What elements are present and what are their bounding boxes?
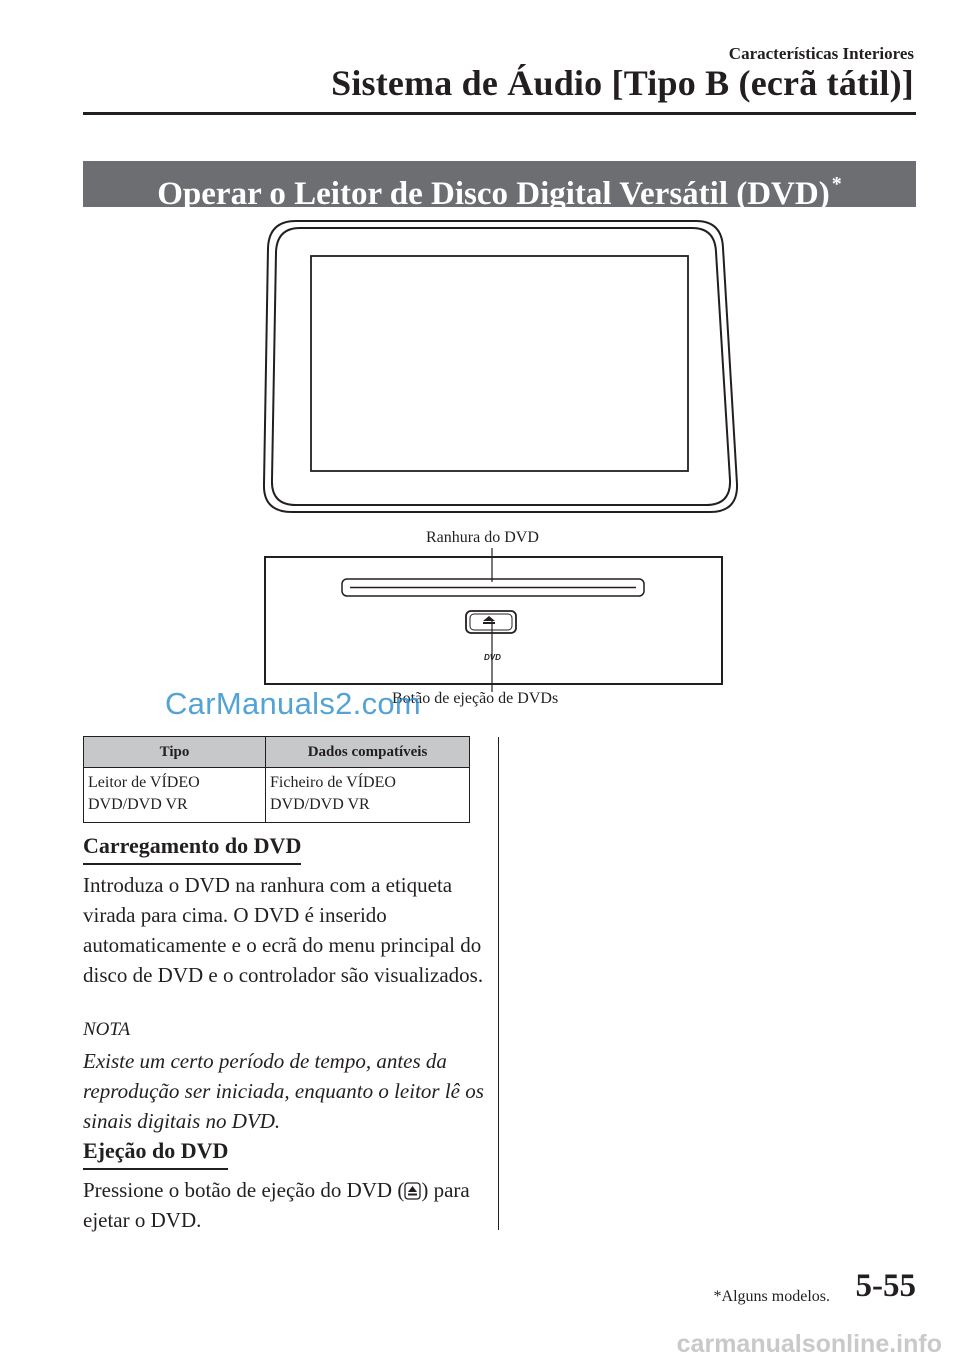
note-label: NOTA	[83, 1019, 131, 1040]
paragraph-eject	[83, 1175, 488, 1235]
compatibility-table	[83, 736, 470, 823]
table-cell-compatible-data: Ficheiro de VÍDEO DVD/DVD VR	[266, 768, 470, 823]
label-dvd-slot: Ranhura do DVD	[426, 529, 539, 546]
table-row	[84, 768, 470, 823]
table-header-row	[84, 737, 470, 768]
header-category: Características Interiores	[728, 44, 914, 63]
subheading-eject: Ejeção do DVD	[83, 1138, 228, 1170]
watermark-logo[interactable]: CarManuals2.com	[165, 686, 422, 721]
page-number: 5-55	[855, 1268, 916, 1304]
paragraph-loading: Introduza o DVD na ranhura com a etiqueta virada para cima. O DVD é inserido automaticamente e o ecrã do menu principal do disco de DVD e o controlador são visualizados.	[83, 873, 484, 987]
section-title-mark: *	[831, 173, 842, 195]
table-cell-type: Leitor de VÍDEO DVD/DVD VR	[84, 768, 266, 823]
dvd-player-panel	[265, 548, 722, 692]
note-text: Existe um certo período de tempo, antes da reprodução ser iniciada, enquanto o leitor lê os sinais digitais no DVD.	[83, 1049, 484, 1133]
eject-icon	[483, 616, 495, 621]
eject-icon	[404, 1182, 421, 1200]
touchscreen-display	[264, 221, 737, 512]
label-eject-button: Botão de ejeção de DVDs	[392, 690, 559, 707]
eject-text-after: ) para ejetar o DVD.	[83, 1178, 470, 1232]
eject-text-before: Pressione o botão de ejeção do DVD (	[83, 1178, 405, 1202]
header-title: Sistema de Áudio [Tipo B (ecrã tátil)]	[331, 63, 914, 103]
column-divider	[498, 737, 499, 1230]
section-title: Operar o Leitor de Disco Digital Versátil (DVD)	[157, 176, 830, 212]
dvd-logo: DVD	[484, 653, 501, 662]
subheading-loading: Carregamento do DVD	[83, 833, 301, 865]
table-header-compatible-data: Dados compatíveis	[266, 737, 470, 768]
watermark-site[interactable]: carmanualsonline.info	[676, 1330, 942, 1358]
footnote: *Alguns modelos.	[713, 1288, 830, 1305]
display-screen	[311, 256, 688, 471]
table-header-type: Tipo	[84, 737, 266, 768]
